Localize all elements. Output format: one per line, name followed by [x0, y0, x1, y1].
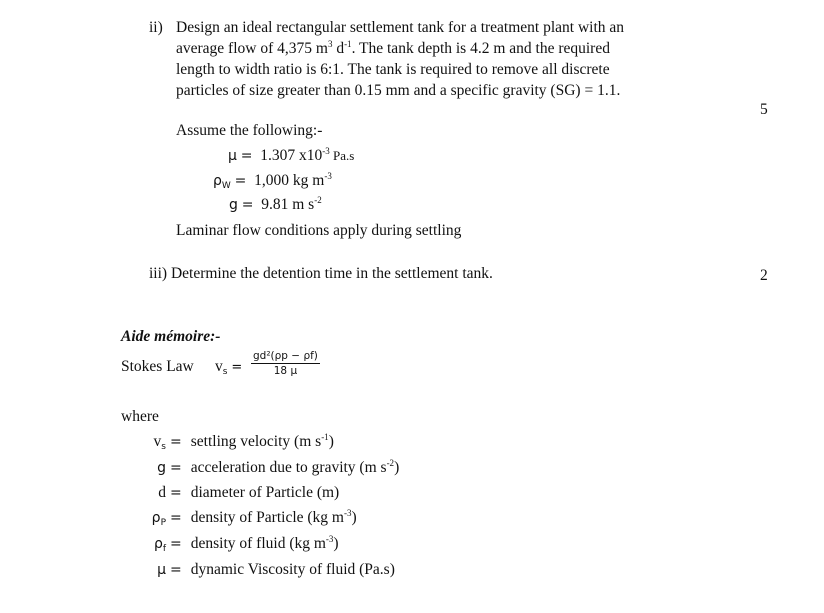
- question-iii-marks: 2: [760, 267, 768, 284]
- rho-value: 1,000 kg m: [254, 172, 325, 189]
- definition-equals: =: [170, 562, 182, 578]
- laminar-flow-note: Laminar flow conditions apply during settling: [176, 222, 462, 239]
- assumption-viscosity: [228, 147, 354, 165]
- g-symbol: g: [229, 197, 238, 213]
- rho-symbol: ρ: [213, 173, 222, 189]
- aide-memoire-title: Aide mémoire:-: [121, 328, 221, 345]
- definition-text: diameter of Particle (m): [190, 484, 340, 501]
- cubic-exponent: 3: [327, 39, 333, 49]
- definition-row: [120, 459, 399, 477]
- definition-equals: =: [170, 485, 182, 501]
- g-exponent: -2: [314, 195, 322, 205]
- question-ii-line-3: length to width ratio is 6:1. The tank is required to remove all discrete: [176, 61, 610, 78]
- question-ii-label: ii): [149, 19, 163, 36]
- definition-text: settling velocity (m $s^{-1}$): [190, 432, 334, 450]
- definition-equals: =: [170, 510, 182, 526]
- stokes-law-label: Stokes Law: [121, 358, 194, 375]
- definition-symbol: $v_s$: [153, 433, 166, 452]
- question-ii-line-2-pre: average flow of 4,375 m: [176, 40, 328, 57]
- definition-symbol: $\rho_P$: [151, 510, 166, 528]
- g-value: 9.81 m s: [261, 196, 315, 213]
- definition-equals: =: [170, 434, 182, 450]
- stokes-numerator: gd²(ρp − ρf): [253, 350, 318, 362]
- rho-subscript: W: [221, 181, 231, 191]
- question-ii-line-2: [176, 38, 610, 59]
- stokes-equals: =: [231, 360, 243, 375]
- stokes-fraction: [251, 350, 320, 377]
- assumption-gravity: [229, 196, 322, 214]
- question-ii-line-4: particles of size greater than 0.15 mm and a specific gravity (SG) = 1.1.: [176, 82, 621, 99]
- definition-row: [120, 509, 357, 527]
- where-label: where: [121, 408, 159, 425]
- stokes-vs: [215, 358, 242, 376]
- stokes-denominator: 18 μ: [273, 365, 298, 377]
- mu-value: 1.307 x10: [260, 147, 323, 164]
- question-iii-text: iii) Determine the detention time in the settlement tank.: [149, 265, 493, 282]
- definition-symbol: μ: [157, 562, 166, 578]
- definition-symbol: g: [157, 460, 166, 476]
- question-ii-line-2-post: . The tank depth is 4.2 m and the required: [351, 40, 610, 57]
- definition-row: [120, 535, 339, 553]
- mu-exponent: -3: [322, 146, 330, 156]
- g-equals: =: [241, 197, 254, 213]
- definition-row: [120, 484, 339, 502]
- question-ii-marks: 5: [760, 101, 768, 118]
- rho-exponent: -3: [324, 171, 332, 181]
- mu-unit: Pa.s: [329, 148, 355, 163]
- vs-symbol: v: [215, 358, 223, 375]
- definition-symbol: d: [158, 484, 166, 501]
- definition-equals: =: [170, 460, 182, 476]
- definition-text: acceleration due to gravity (m $s^{-2}$): [190, 458, 400, 476]
- assumption-water-density: [213, 172, 332, 190]
- assumptions-intro: Assume the following:-: [176, 122, 323, 139]
- question-ii-line-1: Design an ideal rectangular settlement tank for a treatment plant with an: [176, 19, 625, 36]
- mu-symbol: μ: [228, 148, 237, 164]
- definition-symbol: $\rho_f$: [153, 536, 166, 554]
- definition-text: dynamic Viscosity of fluid (Pa.s): [190, 561, 395, 578]
- definition-text: density of Particle (kg $m^{-3}$): [190, 508, 357, 526]
- definition-text: density of fluid (kg $m^{-3}$): [190, 534, 339, 552]
- definition-row: [120, 561, 395, 579]
- per-day-exponent: -1: [344, 39, 352, 49]
- question-ii-line-2-mid: d: [332, 40, 345, 57]
- definition-row: [120, 433, 334, 451]
- definition-equals: =: [170, 536, 182, 552]
- vs-subscript: s: [222, 367, 228, 377]
- rho-equals: =: [234, 173, 247, 189]
- mu-equals: =: [240, 148, 253, 164]
